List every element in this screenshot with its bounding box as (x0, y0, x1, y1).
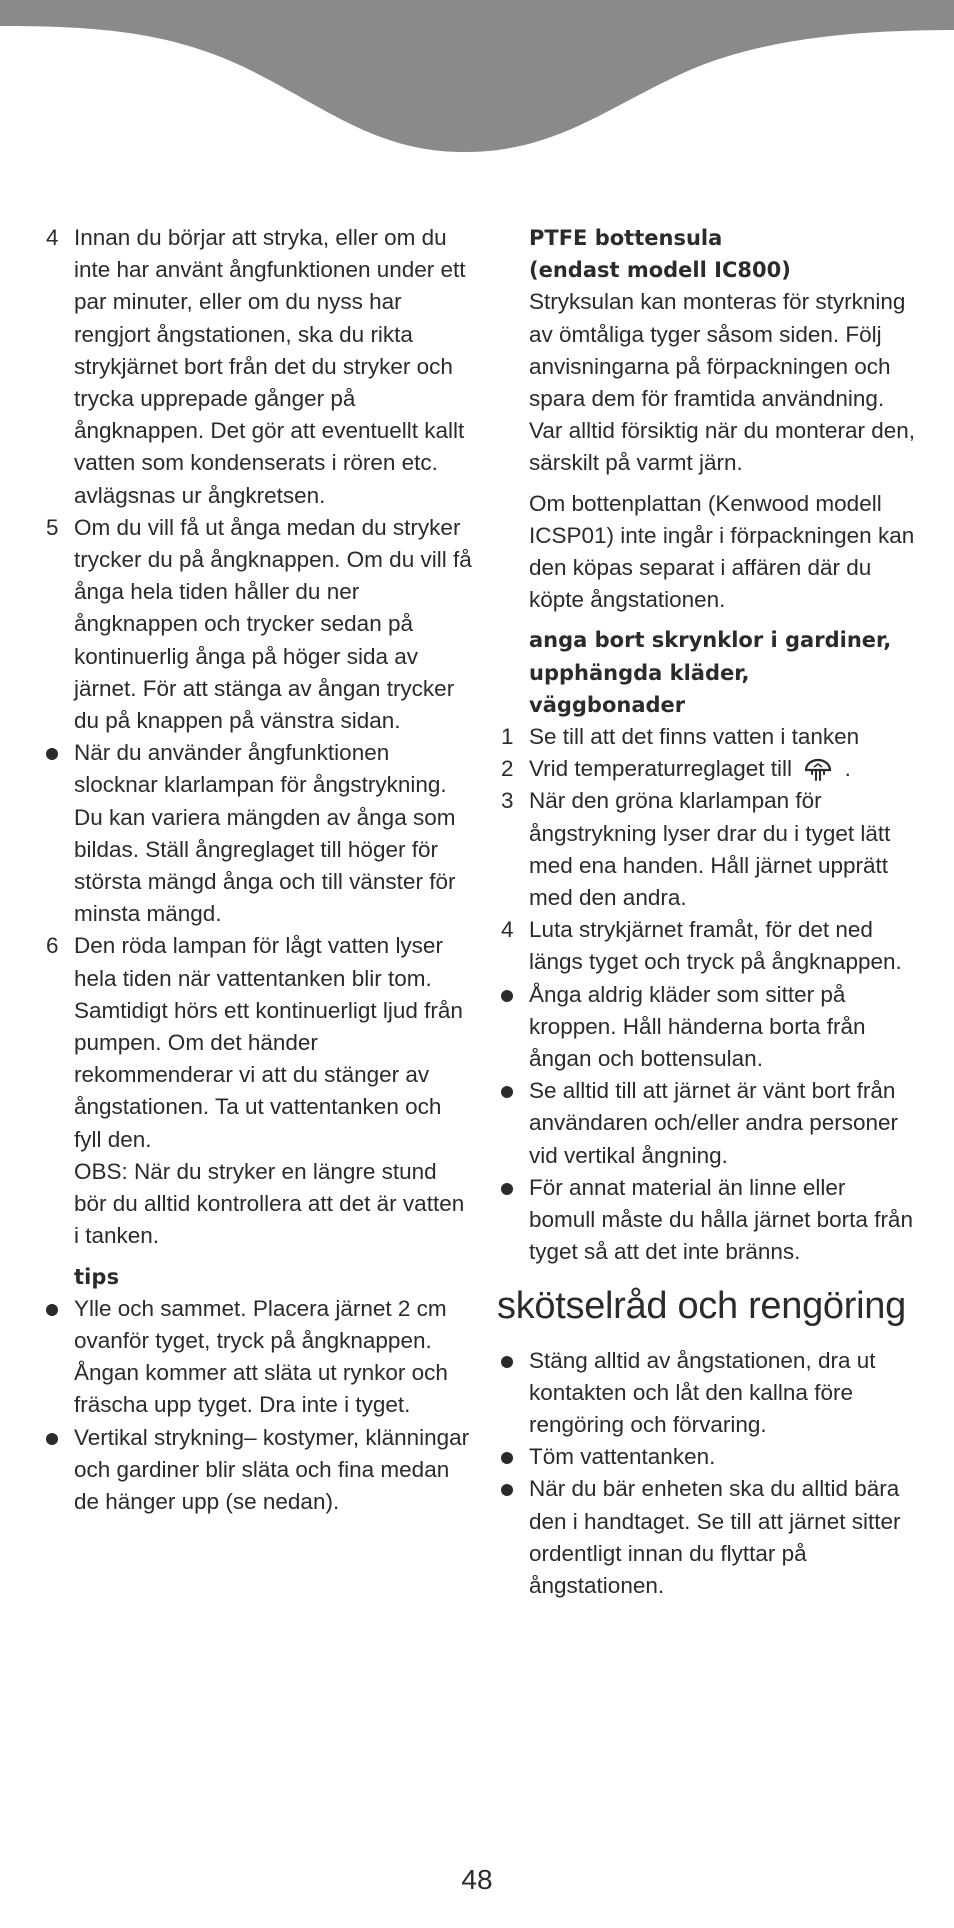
left-column (42, 222, 472, 1518)
item-number: 4 (501, 917, 514, 943)
right-column (497, 222, 917, 1602)
bullet-text: När du bär enheten ska du alltid bära den i handtaget. Se till att järnet sitter ordentligt innan du flyttar på ångstationen. (529, 1476, 901, 1598)
item-number: 4 (46, 225, 59, 250)
bullet-text: Vertikal strykning– kostymer, klänningar och gardiner blir släta och fina medan de hänger upp (se nedan). (74, 1424, 470, 1514)
bullet-item (42, 737, 472, 801)
header-wave (0, 0, 954, 160)
item-text: Om du vill få ut ånga medan du stryker trycker du på ångknappen. Om du vill få ånga hela tiden håller du ner ångknappen och trycker sedan på kontinuerlig ånga på höger sida av järnet. För att stänga av ångan trycker du på knappen på vänstra sidan. (74, 514, 472, 734)
obs-note: OBS: När du stryker en längre stund bör du alltid kontrollera att det är vatten i tanken. (74, 1158, 465, 1249)
tips-heading: tips (74, 1264, 120, 1289)
steam-heading-line: anga bort skrynklor i gardiner, (529, 628, 892, 653)
item-text-end: . (844, 756, 851, 782)
bullet-text: Ånga aldrig kläder som sitter på kroppen. Håll händerna borta från ångan och bottensulan. (529, 981, 866, 1072)
steam-heading (497, 624, 917, 721)
bullet-item (497, 1441, 917, 1473)
bullet-item (42, 1293, 472, 1422)
bullet-continuation: Du kan variera mängden av ånga som bildas. Ställ ångreglaget till höger för största mängd ånga och till vänster för minsta mängd. (74, 804, 456, 927)
bullet-text: När du använder ångfunktionen slocknar klarlampan för ångstrykning. (74, 740, 447, 798)
item-text: Vrid temperaturreglaget till (529, 756, 793, 782)
item-text: Den röda lampan för lågt vatten lyser hela tiden när vattentanken blir tom. Samtidigt hörs ett kontinuerligt ljud från pumpen. Om det händer rekommenderar vi att du stänger av ångstationen. Ta ut vattentanken och fyll den. (74, 933, 463, 1152)
item-number: 1 (501, 724, 514, 750)
ptfe-heading-line: PTFE bottensula (529, 226, 723, 250)
item-number: 3 (501, 788, 514, 814)
list-item (42, 930, 472, 1155)
item-text: Se till att det finns vatten i tanken (529, 724, 860, 750)
item-text: När den gröna klarlampan för ångstrykning lyser drar du i tyget lätt med ena handen. Håll järnet upprätt med den andra. (529, 788, 891, 911)
bullet-text: Se alltid till att järnet är vänt bort från användaren och/eller andra personer vid vertikal ångning. (529, 1078, 898, 1168)
item-number: 2 (501, 756, 514, 782)
list-item (497, 914, 917, 978)
bullet-text: Ylle och sammet. Placera järnet 2 cm ovanför tyget, tryck på ångknappen. Ångan kommer att släta ut rynkor och fräscha upp tyget. Dra inte i tyget. (74, 1295, 448, 1418)
steam-setting-icon (802, 756, 834, 784)
bullet-item (497, 1172, 917, 1269)
list-item (42, 512, 472, 737)
list-item (42, 222, 472, 512)
list-item (497, 753, 917, 785)
bullet-text: Stäng alltid av ångstationen, dra ut kontakten och låt den kallna före rengöring och förvaring. (529, 1347, 876, 1437)
item-number: 5 (46, 514, 59, 540)
bullet-item (497, 1075, 917, 1172)
bullet-item (42, 1422, 472, 1519)
ptfe-paragraph: Om bottenplattan (Kenwood modell ICSP01) inte ingår i förpackningen kan den köpas separat i affären där du köpte ångstationen. (529, 490, 915, 613)
bullet-item (497, 979, 917, 1076)
ptfe-heading-line: (endast modell IC800) (529, 258, 791, 283)
bullet-item (497, 1473, 917, 1602)
ptfe-paragraph: Stryksulan kan monteras för styrkning av ömtåliga tyger såsom siden. Följ anvisningarna på förpackningen och spara dem för framtida användning. Var alltid försiktig när du monterar den, särskilt på varmt järn. (529, 289, 916, 476)
item-text: Luta strykjärnet framåt, för det ned längs tyget och tryck på ångknappen. (529, 917, 902, 975)
ptfe-heading (497, 222, 917, 286)
item-text: Innan du börjar att stryka, eller om du inte har använt ångfunktionen under ett par minuter, eller om du nyss har rengjort ångstationen, ska du rikta strykjärnet bort från det du stryker och trycka upprepade gånger på ångknappen. Det gör att eventuellt kallt vatten som kondenserats i rören etc. avlägsnas ur ångkretsen. (74, 225, 466, 508)
steam-heading-line: väggbonader (529, 692, 686, 717)
page-number: 48 (461, 1864, 493, 1895)
item-number: 6 (46, 933, 59, 959)
bullet-text: För annat material än linne eller bomull måste du hålla järnet borta från tyget så att det inte bränns. (529, 1174, 913, 1265)
section-title: skötselråd och rengöring (497, 1284, 906, 1327)
list-item (497, 721, 917, 753)
bullet-item (497, 1345, 917, 1442)
steam-heading-line: upphängda kläder, (529, 660, 750, 685)
list-item (497, 785, 917, 914)
bullet-text: Töm vattentanken. (529, 1444, 716, 1470)
